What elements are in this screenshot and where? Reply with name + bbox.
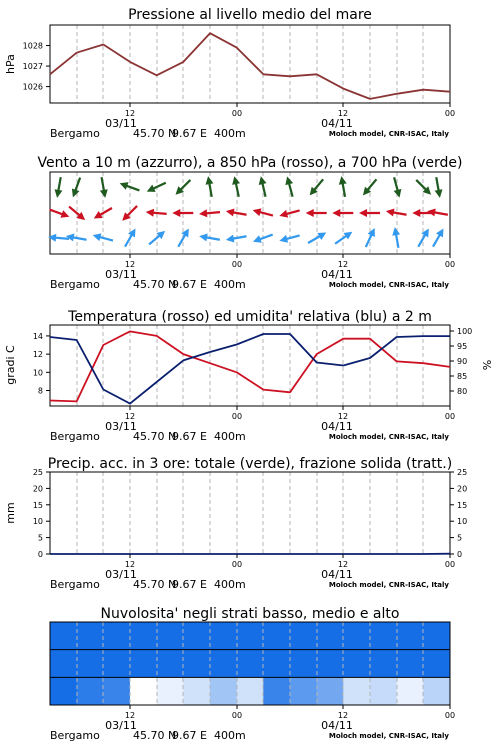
pressure-y-tick-label: 1026 (22, 82, 43, 92)
wind-arrow (198, 232, 220, 244)
wind-arrow-head (436, 226, 447, 237)
temp-humidity-x-tick-label: 00 (444, 412, 456, 421)
wind-date-label: 03/11 (105, 268, 137, 281)
wind-arrow-head (412, 209, 420, 217)
wind-arrow-head (53, 189, 62, 198)
wind-x-tick-label: 12 (124, 260, 136, 269)
wind-arrow-head (118, 179, 128, 189)
wind-arrow-head (257, 175, 267, 185)
wind-arrow-head (278, 210, 288, 220)
wind-arrow (119, 203, 140, 224)
cloud-cell (397, 650, 424, 678)
wind-arrow-head (48, 233, 57, 242)
cloud-cell (290, 622, 317, 650)
cloud-cell (263, 677, 290, 705)
cloud-cell (50, 622, 77, 650)
pressure-x-tick-label: 12 (337, 109, 349, 118)
wind-arrow (432, 176, 444, 198)
cloud-cell (423, 622, 450, 650)
temp-humidity-y-label: gradi C (4, 345, 17, 385)
wind-arrow-head (65, 232, 74, 241)
cloud-cell (50, 650, 77, 678)
cloud-cell (423, 677, 450, 705)
cloud-cell (183, 622, 210, 650)
wind-arrow (53, 176, 65, 198)
temp-humidity-y-tick-label: 12 (32, 350, 43, 360)
wind-arrow (225, 207, 247, 219)
temp-humidity-y-tick-label: 10 (32, 368, 43, 378)
wind-arrow-head (368, 226, 379, 237)
precip-frame (50, 472, 450, 554)
wind-arrow-head (172, 209, 180, 217)
wind-arrow-head (252, 206, 262, 216)
cloud-cell (370, 622, 397, 650)
pressure-y-label: hPa (4, 54, 17, 74)
precip-y-tick-label: 0 (37, 550, 43, 559)
cloud-cell (370, 677, 397, 705)
temp-humidity-y-tick-label-right: 90 (457, 357, 468, 366)
wind-arrow-head (231, 175, 240, 184)
temp-humidity-altitude: 400m (214, 430, 246, 443)
precip-latitude: 45.70 N (133, 578, 177, 591)
cloud-x-tick-label: 12 (124, 711, 136, 720)
temp-humidity-date-label: 03/11 (105, 420, 137, 433)
wind-city: Bergamo (50, 278, 100, 291)
humidity-line (50, 334, 450, 404)
cloud-cell (237, 677, 264, 705)
wind-arrow-head (92, 231, 102, 241)
precip-y-label: mm (4, 502, 17, 524)
precip-y-tick-label-right: 20 (457, 484, 468, 494)
precip-y-tick-label-right: 5 (457, 533, 463, 543)
wind-arrow-head (252, 235, 262, 245)
pressure-x-tick-label: 00 (231, 109, 243, 118)
wind-arrow (430, 226, 447, 248)
cloud-city: Bergamo (50, 729, 100, 742)
cloud-cell (210, 650, 237, 678)
precip-x-tick-label: 00 (231, 560, 243, 569)
temp-humidity-title: Temperatura (rosso) ed umidita' relativa (blu) a 2 m (68, 309, 432, 325)
wind-x-tick-label: 00 (231, 260, 243, 269)
wind-arrow-head (391, 226, 400, 235)
cloud-cell (183, 677, 210, 705)
wind-arrow-head (435, 189, 444, 198)
precip-y-tick-label: 25 (32, 468, 43, 477)
temp-humidity-y-tick-label-right: 85 (457, 372, 468, 381)
wind-arrow-head (145, 185, 156, 196)
temp-humidity-y-tick-label-right: 80 (457, 387, 468, 396)
pressure-series-line (50, 33, 450, 99)
wind-x-tick-label: 00 (444, 260, 456, 269)
cloud-cell (317, 622, 344, 650)
cloud-cell (343, 677, 370, 705)
cloud-cell (103, 650, 130, 678)
temp-humidity-y-label-right: % (481, 359, 494, 371)
wind-arrow-head (332, 209, 340, 217)
precip-x-tick-label: 12 (337, 560, 349, 569)
cloud-date-label: 04/11 (321, 719, 353, 732)
wind-arrow-head (337, 175, 346, 184)
precip-y-tick-label-right: 0 (457, 550, 463, 559)
wind-arrow-head (60, 210, 70, 220)
cloud-cell (103, 677, 130, 705)
wind-arrow-head (204, 175, 213, 184)
wind-x-tick-label: 12 (337, 260, 349, 269)
precip-y-tick-label: 10 (32, 517, 43, 527)
wind-arrow-head (359, 209, 367, 217)
cloud-cell (157, 650, 184, 678)
cloud-cell (77, 677, 104, 705)
cloud-cell (263, 622, 290, 650)
cloud-cell (77, 622, 104, 650)
wind-arrow-head (283, 175, 293, 185)
cloud-cell (423, 650, 450, 678)
pressure-date-label: 04/11 (321, 117, 353, 130)
precip-y-tick-label: 15 (32, 500, 43, 510)
cloud-cell (290, 650, 317, 678)
cloud-cell (130, 677, 157, 705)
cloud-credit: Moloch model, CNR-ISAC, Italy (328, 732, 449, 740)
precip-date-label: 03/11 (105, 568, 137, 581)
wind-arrow (175, 226, 192, 248)
wind-arrow (415, 226, 432, 248)
wind-arrow-head (385, 207, 394, 216)
precip-title: Precip. acc. in 3 ore: totale (verde), frazione solida (tratt.) (47, 456, 453, 472)
temp-humidity-y-tick-label-right: 100 (457, 327, 473, 336)
cloud-cell (157, 677, 184, 705)
wind-arrow-head (198, 232, 207, 241)
wind-arrow-head (278, 235, 288, 245)
precip-x-tick-label: 12 (124, 560, 136, 569)
cloud-x-tick-label: 00 (231, 711, 243, 720)
pressure-x-tick-label: 00 (444, 109, 456, 118)
pressure-altitude: 400m (214, 127, 246, 140)
wind-arrow (145, 208, 167, 218)
pressure-title: Pressione al livello medio del mare (128, 7, 372, 23)
cloud-cell (130, 622, 157, 650)
pressure-longitude: 9.67 E (172, 127, 207, 140)
wind-arrow (413, 177, 434, 198)
wind-arrow (48, 206, 70, 221)
pressure-credit: Moloch model, CNR-ISAC, Italy (328, 130, 449, 138)
wind-arrow (66, 204, 87, 224)
precip-credit: Moloch model, CNR-ISAC, Italy (328, 581, 449, 589)
temp-humidity-date-label: 04/11 (321, 420, 353, 433)
wind-title: Vento a 10 m (azzurro), a 850 hPa (rosso), a 700 hPa (verde) (37, 155, 463, 171)
wind-arrow-head (69, 188, 79, 198)
precip-longitude: 9.67 E (172, 578, 207, 591)
wind-arrow (145, 179, 167, 195)
precip-y-tick-label-right: 25 (457, 468, 468, 477)
pressure-city: Bergamo (50, 127, 100, 140)
wind-arrow (307, 177, 327, 198)
wind-arrow (48, 233, 70, 243)
cloud-cell (317, 677, 344, 705)
cloud-cell (237, 650, 264, 678)
temp-humidity-latitude: 45.70 N (133, 430, 177, 443)
precip-y-tick-label: 20 (32, 484, 43, 494)
temp-humidity-credit: Moloch model, CNR-ISAC, Italy (328, 433, 449, 441)
cloud-cell (77, 650, 104, 678)
wind-arrow-head (145, 208, 154, 217)
cloud-altitude: 400m (214, 729, 246, 742)
precip-y-tick-label-right: 15 (457, 500, 468, 510)
cloud-title: Nuvolosita' negli strati basso, medio e alto (100, 606, 400, 622)
cloud-cell (317, 650, 344, 678)
wind-arrow-head (225, 207, 234, 216)
cloud-cell (397, 622, 424, 650)
pressure-x-tick-label: 12 (124, 109, 136, 118)
temp-humidity-city: Bergamo (50, 430, 100, 443)
wind-arrow-head (317, 229, 328, 240)
cloud-cell (397, 677, 424, 705)
cloud-longitude: 9.67 E (172, 729, 207, 742)
cloud-x-tick-label: 12 (337, 711, 349, 720)
precip-altitude: 400m (214, 578, 246, 591)
cloud-cell (157, 622, 184, 650)
wind-arrow (385, 207, 407, 219)
cloud-cell (183, 650, 210, 678)
pressure-latitude: 45.70 N (133, 127, 177, 140)
precip-city: Bergamo (50, 578, 100, 591)
wind-arrow-head (394, 189, 404, 199)
wind-arrow (306, 209, 327, 217)
cloud-cell (103, 622, 130, 650)
cloud-cell (343, 622, 370, 650)
wind-date-label: 04/11 (321, 268, 353, 281)
wind-latitude: 45.70 N (133, 278, 177, 291)
wind-arrow (225, 232, 247, 244)
pressure-frame (50, 25, 450, 103)
temp-humidity-y-tick-label: 8 (37, 386, 43, 396)
cloud-cell (50, 677, 77, 705)
cloud-cell (130, 650, 157, 678)
precip-y-tick-label-right: 10 (457, 517, 468, 527)
precip-x-tick-label: 00 (444, 560, 456, 569)
pressure-y-tick-label: 1027 (22, 62, 43, 72)
cloud-cell (210, 677, 237, 705)
wind-arrow (65, 232, 87, 244)
wind-credit: Moloch model, CNR-ISAC, Italy (328, 281, 449, 289)
cloud-cell (237, 622, 264, 650)
wind-arrow-head (306, 209, 314, 217)
wind-arrow-head (92, 211, 103, 222)
pressure-date-label: 03/11 (105, 117, 137, 130)
precip-y-tick-label: 5 (37, 533, 43, 543)
temp-humidity-y-tick-label-right: 95 (457, 342, 468, 351)
cloud-cell (210, 622, 237, 650)
temp-humidity-x-tick-label: 12 (337, 412, 349, 421)
cloud-date-label: 03/11 (105, 719, 137, 732)
cloud-cell (370, 650, 397, 678)
wind-altitude: 400m (214, 278, 246, 291)
precip-date-label: 04/11 (321, 568, 353, 581)
temp-humidity-longitude: 9.67 E (172, 430, 207, 443)
wind-longitude: 9.67 E (172, 278, 207, 291)
wind-arrow-head (199, 209, 208, 218)
temp-humidity-y-tick-label: 14 (32, 331, 43, 341)
wind-arrow (333, 228, 355, 247)
cloud-cell (290, 677, 317, 705)
temp-humidity-x-tick-label: 00 (231, 412, 243, 421)
temp-humidity-x-tick-label: 12 (124, 412, 136, 421)
cloud-latitude: 45.70 N (133, 729, 177, 742)
cloud-x-tick-label: 00 (444, 711, 456, 720)
cloud-cell (263, 650, 290, 678)
wind-arrow-head (225, 235, 234, 244)
wind-arrow-head (426, 207, 435, 216)
wind-arrow-head (100, 189, 109, 198)
pressure-y-tick-label: 1028 (22, 41, 43, 51)
cloud-cell (343, 650, 370, 678)
wind-arrow (426, 207, 448, 219)
